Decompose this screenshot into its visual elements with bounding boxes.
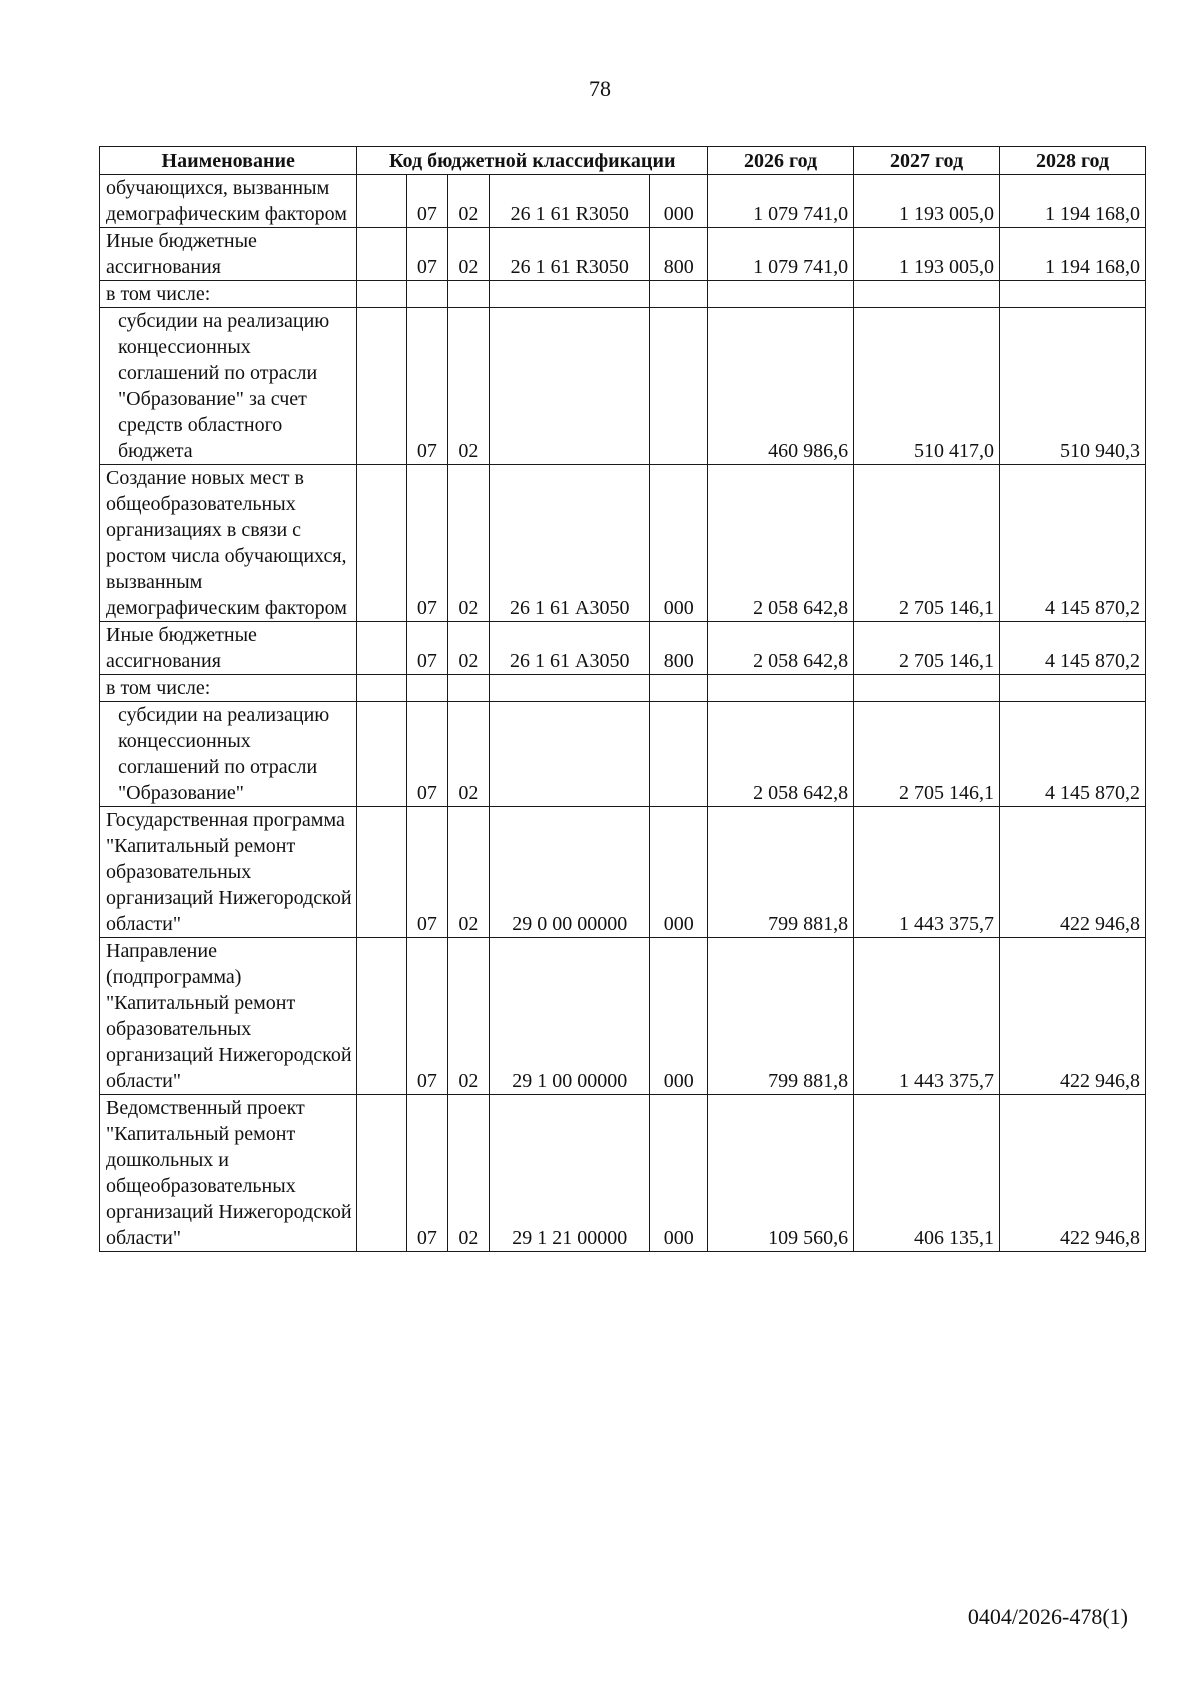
section-code — [407, 675, 448, 702]
table-body — [100, 175, 1146, 1252]
subsection-code — [447, 281, 490, 308]
column-header-2026: 2026 год — [708, 147, 854, 175]
budget-table — [99, 146, 1146, 1252]
target-article-code — [490, 308, 650, 465]
amount-2026: 799 881,8 — [708, 938, 854, 1095]
table-row — [100, 807, 1146, 938]
code-cell-0 — [357, 675, 407, 702]
table-row — [100, 281, 1146, 308]
column-header-code: Код бюджетной классификации — [357, 147, 708, 175]
subsection-code: 02 — [447, 938, 490, 1095]
section-code: 07 — [407, 1095, 448, 1252]
subsection-code: 02 — [447, 465, 490, 622]
subsection-code: 02 — [447, 175, 490, 228]
code-cell-0 — [357, 807, 407, 938]
row-name: Иные бюджетные ассигнования — [100, 622, 357, 675]
amount-2027: 510 417,0 — [854, 308, 1000, 465]
section-code — [407, 281, 448, 308]
amount-2027: 1 443 375,7 — [854, 807, 1000, 938]
expense-type-code — [650, 281, 708, 308]
expense-type-code — [650, 702, 708, 807]
row-name: субсидии на реализацию концессионных соглашений по отрасли "Образование" за счет средств областного бюджета — [100, 308, 357, 465]
table-header-row — [100, 147, 1146, 175]
target-article-code: 29 0 00 00000 — [490, 807, 650, 938]
table-row — [100, 622, 1146, 675]
amount-2026: 1 079 741,0 — [708, 175, 854, 228]
code-cell-0 — [357, 308, 407, 465]
code-cell-0 — [357, 702, 407, 807]
target-article-code — [490, 281, 650, 308]
subsection-code: 02 — [447, 702, 490, 807]
target-article-code: 29 1 21 00000 — [490, 1095, 650, 1252]
row-name: субсидии на реализацию концессионных соглашений по отрасли "Образование" — [100, 702, 357, 807]
code-cell-0 — [357, 938, 407, 1095]
amount-2026: 2 058 642,8 — [708, 622, 854, 675]
expense-type-code: 000 — [650, 1095, 708, 1252]
amount-2027: 1 193 005,0 — [854, 175, 1000, 228]
row-name: Государственная программа "Капитальный ремонт образовательных организаций Нижегородской области" — [100, 807, 357, 938]
amount-2028: 4 145 870,2 — [1000, 702, 1146, 807]
expense-type-code: 800 — [650, 228, 708, 281]
amount-2028: 422 946,8 — [1000, 1095, 1146, 1252]
amount-2028: 422 946,8 — [1000, 807, 1146, 938]
section-code: 07 — [407, 228, 448, 281]
expense-type-code: 000 — [650, 175, 708, 228]
amount-2026: 109 560,6 — [708, 1095, 854, 1252]
code-cell-0 — [357, 1095, 407, 1252]
row-name: в том числе: — [100, 675, 357, 702]
table-row — [100, 1095, 1146, 1252]
table-row — [100, 228, 1146, 281]
amount-2026: 460 986,6 — [708, 308, 854, 465]
subsection-code: 02 — [447, 308, 490, 465]
section-code: 07 — [407, 622, 448, 675]
section-code: 07 — [407, 938, 448, 1095]
amount-2027: 2 705 146,1 — [854, 702, 1000, 807]
section-code: 07 — [407, 465, 448, 622]
amount-2027: 1 193 005,0 — [854, 228, 1000, 281]
section-code: 07 — [407, 702, 448, 807]
amount-2027: 2 705 146,1 — [854, 622, 1000, 675]
column-header-name: Наименование — [100, 147, 357, 175]
expense-type-code: 800 — [650, 622, 708, 675]
row-name: Ведомственный проект "Капитальный ремонт дошкольных и общеобразовательных организаций Нижегородской области" — [100, 1095, 357, 1252]
expense-type-code: 000 — [650, 938, 708, 1095]
column-header-2028: 2028 год — [1000, 147, 1146, 175]
target-article-code — [490, 702, 650, 807]
amount-2027 — [854, 281, 1000, 308]
amount-2028 — [1000, 281, 1146, 308]
expense-type-code — [650, 675, 708, 702]
column-header-2027: 2027 год — [854, 147, 1000, 175]
subsection-code: 02 — [447, 228, 490, 281]
amount-2027: 406 135,1 — [854, 1095, 1000, 1252]
table-row — [100, 175, 1146, 228]
amount-2026: 2 058 642,8 — [708, 465, 854, 622]
amount-2028: 1 194 168,0 — [1000, 228, 1146, 281]
amount-2026 — [708, 281, 854, 308]
subsection-code — [447, 675, 490, 702]
code-cell-0 — [357, 175, 407, 228]
amount-2027 — [854, 675, 1000, 702]
target-article-code: 26 1 61 R3050 — [490, 175, 650, 228]
table-row — [100, 465, 1146, 622]
document-id: 0404/2026-478(1) — [967, 1604, 1128, 1629]
target-article-code: 29 1 00 00000 — [490, 938, 650, 1095]
amount-2026 — [708, 675, 854, 702]
code-cell-0 — [357, 465, 407, 622]
row-name: Иные бюджетные ассигнования — [100, 228, 357, 281]
table-row — [100, 308, 1146, 465]
target-article-code — [490, 675, 650, 702]
amount-2028: 422 946,8 — [1000, 938, 1146, 1095]
subsection-code: 02 — [447, 807, 490, 938]
amount-2028: 4 145 870,2 — [1000, 465, 1146, 622]
section-code: 07 — [407, 807, 448, 938]
code-cell-0 — [357, 281, 407, 308]
target-article-code: 26 1 61 А3050 — [490, 465, 650, 622]
table-row — [100, 702, 1146, 807]
amount-2028 — [1000, 675, 1146, 702]
table-row — [100, 675, 1146, 702]
section-code: 07 — [407, 175, 448, 228]
amount-2026: 799 881,8 — [708, 807, 854, 938]
expense-type-code — [650, 308, 708, 465]
amount-2027: 2 705 146,1 — [854, 465, 1000, 622]
subsection-code: 02 — [447, 622, 490, 675]
expense-type-code: 000 — [650, 465, 708, 622]
page-number: 78 — [589, 76, 611, 101]
amount-2026: 1 079 741,0 — [708, 228, 854, 281]
amount-2028: 510 940,3 — [1000, 308, 1146, 465]
amount-2028: 1 194 168,0 — [1000, 175, 1146, 228]
code-cell-0 — [357, 228, 407, 281]
amount-2027: 1 443 375,7 — [854, 938, 1000, 1095]
target-article-code: 26 1 61 R3050 — [490, 228, 650, 281]
amount-2026: 2 058 642,8 — [708, 702, 854, 807]
section-code: 07 — [407, 308, 448, 465]
expense-type-code: 000 — [650, 807, 708, 938]
code-cell-0 — [357, 622, 407, 675]
row-name: Направление (подпрограмма) "Капитальный ремонт образовательных организаций Нижегородской области" — [100, 938, 357, 1095]
subsection-code: 02 — [447, 1095, 490, 1252]
target-article-code: 26 1 61 А3050 — [490, 622, 650, 675]
amount-2028: 4 145 870,2 — [1000, 622, 1146, 675]
table-row — [100, 938, 1146, 1095]
row-name: обучающихся, вызванным демографическим фактором — [100, 175, 357, 228]
row-name: Создание новых мест в общеобразовательных организациях в связи с ростом числа обучающихся, вызванным демографическим фактором — [100, 465, 357, 622]
row-name: в том числе: — [100, 281, 357, 308]
